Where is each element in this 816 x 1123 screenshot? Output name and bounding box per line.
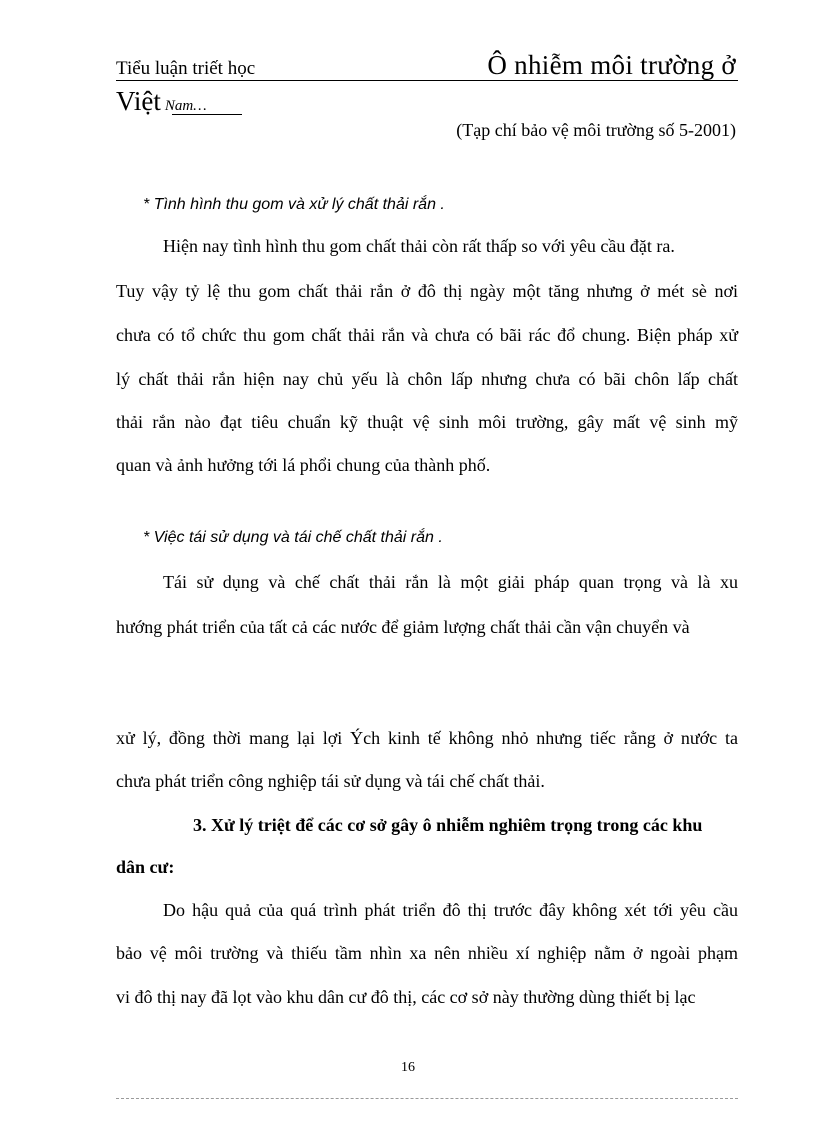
footer-rule — [116, 1098, 738, 1099]
section1-line: lý chất thải rắn hiện nay chủ yếu là chôn lấp nhưng chưa có bãi chôn lấp chất — [116, 369, 738, 389]
header-left-title: Tiểu luận triết học — [116, 58, 256, 79]
section1-line: thải rắn nào đạt tiêu chuẩn kỹ thuật vệ sinh môi trường, gây mất vệ sinh mỹ — [116, 412, 738, 432]
header-second-line — [116, 86, 207, 117]
section1-line: Tuy vậy tỷ lệ thu gom chất thải rắn ở đô thị ngày một tăng nhưng ở mét sè nơi — [116, 281, 738, 301]
section1-line: quan và ảnh hưởng tới lá phổi chung của thành phố. — [116, 455, 491, 475]
section2-line: xử lý, đồng thời mang lại lợi Ých kinh tế không nhỏ nhưng tiếc rằng ở nước ta — [116, 728, 738, 748]
header-viet: Việt — [116, 86, 161, 116]
section2-line: Tái sử dụng và chế chất thải rắn là một giải pháp quan trọng và là xu — [163, 572, 738, 592]
section3-line: Do hậu quả của quá trình phát triển đô thị trước đây không xét tới yêu cầu — [163, 900, 738, 920]
section3-heading-cont: dân cư: — [116, 857, 175, 877]
section2-heading: * Việc tái sử dụng và tái chế chất thải rắn . — [143, 529, 443, 546]
header-underline — [172, 114, 242, 115]
section2-line: hướng phát triển của tất cả các nước để giảm lượng chất thải cần vận chuyển và — [116, 617, 690, 637]
header-nam: Nam… — [164, 98, 207, 114]
page-number: 16 — [401, 1060, 415, 1075]
citation: (Tạp chí bảo vệ môi trường số 5-2001) — [456, 120, 736, 140]
section3-line: bảo vệ môi trường và thiếu tầm nhìn xa nên nhiều xí nghiệp nằm ở ngoài phạm — [116, 943, 738, 963]
header-rule — [116, 80, 738, 81]
section1-heading: * Tình hình thu gom và xử lý chất thải rắn . — [143, 196, 445, 213]
section3-line: vi đô thị nay đã lọt vào khu dân cư đô thị, các cơ sở này thường dùng thiết bị lạc — [116, 987, 696, 1007]
section1-line: chưa có tổ chức thu gom chất thải rắn và chưa có bãi rác đổ chung. Biện pháp xử — [116, 325, 738, 345]
section2-line: chưa phát triển công nghiệp tái sử dụng và tái chế chất thải. — [116, 771, 545, 791]
section1-line: Hiện nay tình hình thu gom chất thải còn rất thấp so với yêu cầu đặt ra. — [163, 236, 675, 256]
header-right-title: Ô nhiễm môi trường ở — [487, 50, 736, 80]
section3-heading: 3. Xử lý triệt để các cơ sở gây ô nhiễm nghiêm trọng trong các khu — [193, 815, 703, 835]
